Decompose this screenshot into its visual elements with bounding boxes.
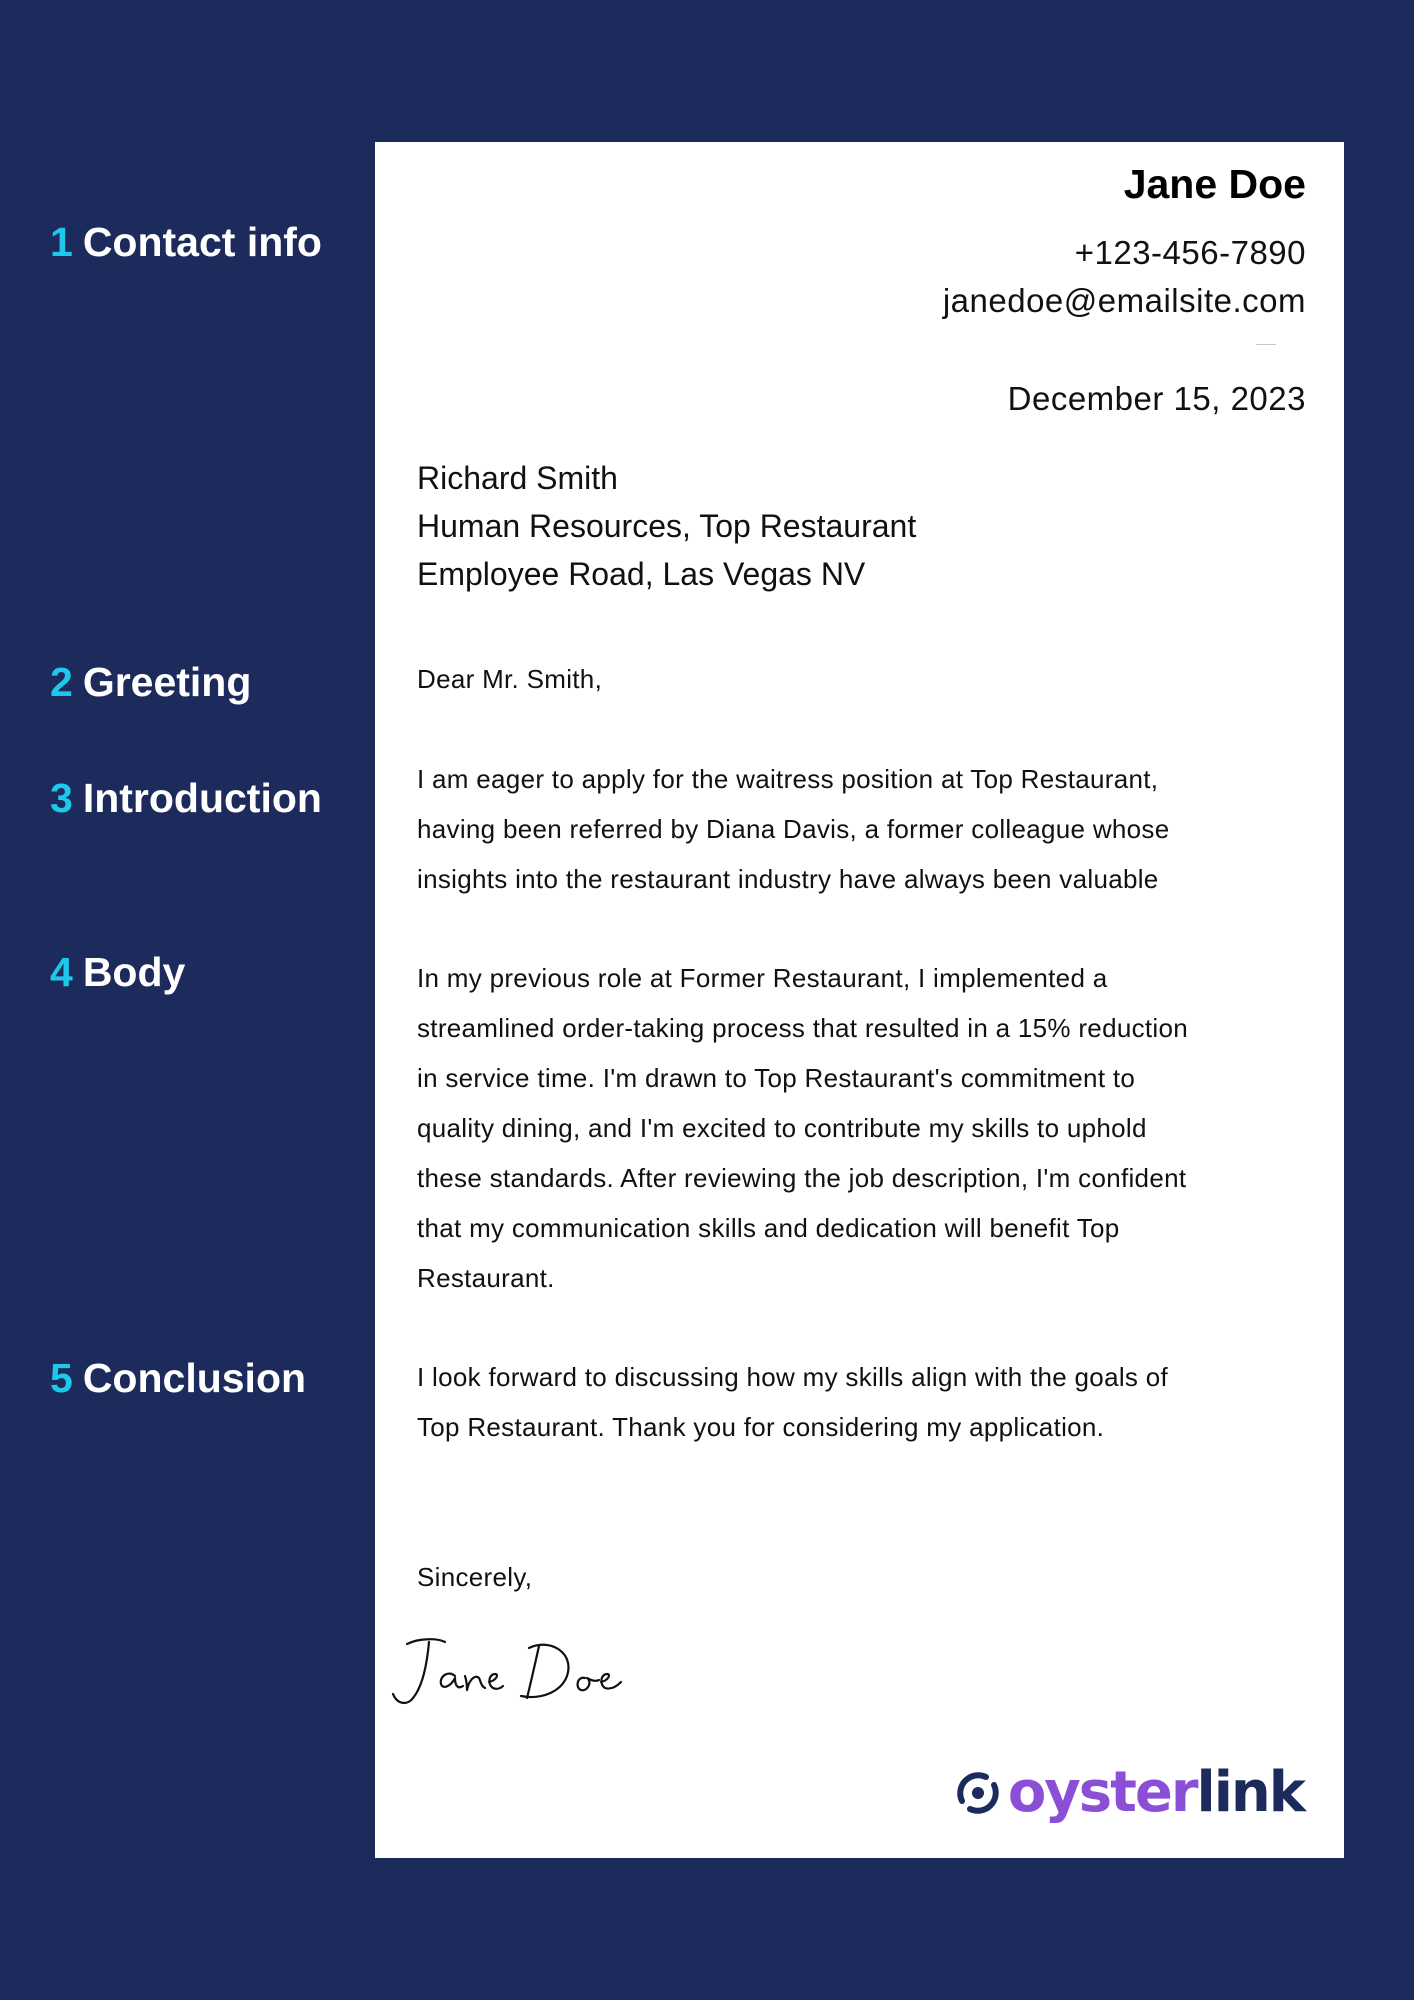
paragraph-line: In my previous role at Former Restaurant, I implemented a <box>417 963 1108 993</box>
brand-wordmark <box>1007 1760 1304 1825</box>
section-number: 2 <box>50 659 73 705</box>
closing-text: Sincerely, <box>417 1562 533 1592</box>
introduction-paragraph <box>417 754 1317 904</box>
paragraph-line: I am eager to apply for the waitress position at Top Restaurant, <box>417 764 1159 794</box>
section-label-conclusion <box>50 1355 307 1401</box>
handwritten-signature <box>389 1624 629 1714</box>
section-number: 4 <box>50 949 73 995</box>
paragraph-line: Top Restaurant. Thank you for considering my application. <box>417 1412 1105 1442</box>
sender-email: janedoe@emailsite.com <box>942 282 1306 319</box>
section-label-body <box>50 949 186 995</box>
body-paragraph <box>417 953 1317 1303</box>
paragraph-line: insights into the restaurant industry have always been valuable <box>417 864 1159 894</box>
brand-part-oyster: oyster <box>1007 1760 1197 1825</box>
section-number: 1 <box>50 219 73 265</box>
divider <box>1256 344 1276 345</box>
paragraph-line: quality dining, and I'm excited to contribute my skills to uphold <box>417 1113 1147 1143</box>
oysterlink-logo-icon <box>956 1771 1000 1815</box>
section-title: Greeting <box>82 659 252 705</box>
brand-part-link: link <box>1196 1760 1304 1825</box>
sender-name: Jane Doe <box>1123 161 1306 207</box>
recipient-name: Richard Smith <box>417 460 618 496</box>
oysterlink-logo <box>956 1758 1304 1828</box>
sender-phone: +123-456-7890 <box>1074 234 1306 271</box>
letter-date: December 15, 2023 <box>1007 380 1306 417</box>
section-number: 3 <box>50 775 73 821</box>
section-number: 5 <box>50 1355 73 1401</box>
section-title: Conclusion <box>82 1355 307 1401</box>
greeting-text: Dear Mr. Smith, <box>417 664 603 694</box>
paragraph-line: in service time. I'm drawn to Top Restaurant's commitment to <box>417 1063 1136 1093</box>
section-title: Introduction <box>82 775 322 821</box>
section-label-greeting <box>50 659 252 705</box>
section-label-contact-info <box>50 219 322 265</box>
paragraph-line: I look forward to discussing how my skills align with the goals of <box>417 1362 1169 1392</box>
conclusion-paragraph <box>417 1352 1317 1452</box>
paragraph-line: that my communication skills and dedication will benefit Top <box>417 1213 1120 1243</box>
recipient-department: Human Resources, Top Restaurant <box>417 508 917 544</box>
paragraph-line: having been referred by Diana Davis, a former colleague whose <box>417 814 1170 844</box>
section-title: Contact info <box>82 219 322 265</box>
paragraph-line: Restaurant. <box>417 1263 555 1293</box>
section-label-introduction <box>50 775 322 821</box>
paragraph-line: these standards. After reviewing the job description, I'm confident <box>417 1163 1187 1193</box>
recipient-address: Employee Road, Las Vegas NV <box>417 556 866 592</box>
greeting <box>417 654 1317 704</box>
cover-letter-page <box>375 142 1344 1858</box>
closing <box>417 1552 1317 1602</box>
section-title: Body <box>82 949 186 995</box>
paragraph-line: streamlined order-taking process that resulted in a 15% reduction <box>417 1013 1189 1043</box>
